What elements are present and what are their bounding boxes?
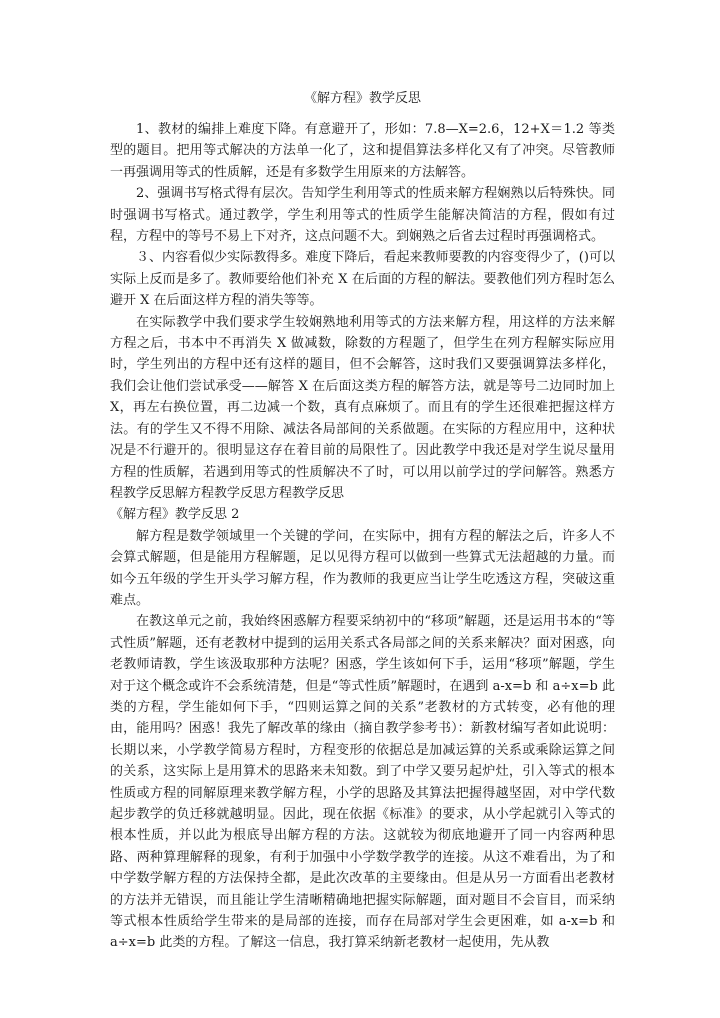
document-title: 《解方程》教学反思 xyxy=(303,91,421,106)
paragraph-4: 在实际教学中我们要求学生较娴熟地利用等式的方法来解方程，用这样的方法来解方程之后，书本中不再消失 X 做减数，除数的方程题了，但学生在列方程解实际应用时，学生列出的方程中还有这样的题目，但不会解答，这时我们又要强调算法多样化，我们会让他们尝试承受——解答 X 在后面这类方程的解答方法，就是等号二边同时加上 X，再左右换位置，再二边减一个数，真有点麻烦了。而且有的学生还很难把握这样方法。有的学生又不得不用除、减法各局部间的关系做题。在实际的方程应用中，这种状况是不行避开的。很明显这存在着目前的局限性了。因此教学中我还是对学生说尽量用方程的性质解，若遇到用等式的性质解决不了时，可以用以前学过的学问解答。熟悉方程教学反思解方程教学反思方程教学反思 xyxy=(110,314,615,501)
section-2-title: 《解方程》教学反思 2 xyxy=(110,507,240,523)
document-page xyxy=(110,88,615,954)
paragraph-1: 1、教材的编排上难度下降。有意避开了，形如：7.8—X=2.6，12+X＝1.2 等类型的题目。把用等式解决的方法单一化了，这和提倡算法多样化又有了冲突。尽管教师一再强调用等式的性质解，还是有多数学生用原来的方法解答。 xyxy=(110,122,615,180)
paragraph-5: 解方程是数学领域里一个关键的学问，在实际中，拥有方程的解法之后，许多人不会算式解题，但是能用方程解题，足以见得方程可以做到一些算式无法超越的力量。而如今五年级的学生开头学习解方程，作为教师的我更应当让学生吃透这方程，突破这重难点。 xyxy=(110,528,615,608)
paragraph-2: 2、强调书写格式得有层次。告知学生利用等式的性质来解方程娴熟以后特殊快。同时强调书写格式。通过教学，学生利用等式的性质学生能解决简洁的方程，假如有过程，方程中的等号不易上下对齐，这点问题不大。到娴熟之后省去过程时再强调格式。 xyxy=(110,186,615,245)
paragraph-6: 在教这单元之前，我始终困惑解方程要采纳初中的“移项”解题，还是运用书本的“等式性质”解题，还有老教材中提到的运用关系式各局部之间的关系来解决？面对困惑，向老教师请教，学生该汲取那种方法呢？困惑，学生该如何下手，运用“移项”解题，学生对于这个概念或许不会系统清楚，但是“等式性质”解题时，在遇到 a-x=b 和 a÷x=b 此类的方程，学生能如何下手，“四则运算之间的关系”老教材的方式转变，必有他的理由，能用吗？困惑！我先了解改革的缘由（摘自教学参考书）：新教材编写者如此说明：长期以来，小学教学简易方程时，方程变形的依据总是加减运算的关系或乘除运算之间的关系，这实际上是用算术的思路来未知数。到了中学又要另起炉灶，引入等式的根本性质或方程的同解原理来教学解方程，小学的思路及其算法把握得越坚固，对中学代数起步教学的负迁移就越明显。因此，现在依据《标准》的要求，从小学起就引入等式的根本性质，并以此为根底导出解方程的方法。这就较为彻底地避开了同一内容两种思路、两种算理解释的现象，有利于加强中小学数学教学的连接。从这不难看出，为了和中学数学解方程的方法保持全都，是此次改革的主要缘由。但是从另一方面看出老教材的方法并无错误，而且能让学生清晰精确地把握实际解题，面对题目不会盲目，而采纳等式根本性质给学生带来的是局部的连接，而存在局部对学生会更困难，如 a-x=b 和 a÷x=b 此类的方程。了解这一信息，我打算采纳新老教材一起使用，先从教 xyxy=(110,614,615,951)
paragraph-3: ３、内容看似少实际教得多。难度下降后，看起来教师要教的内容变得少了，()可以实际上反而是多了。教师要给他们补充 X 在后面的方程的解法。要教他们列方程时怎么避开 X 在后面这样方程的消失等等。 xyxy=(110,250,615,309)
